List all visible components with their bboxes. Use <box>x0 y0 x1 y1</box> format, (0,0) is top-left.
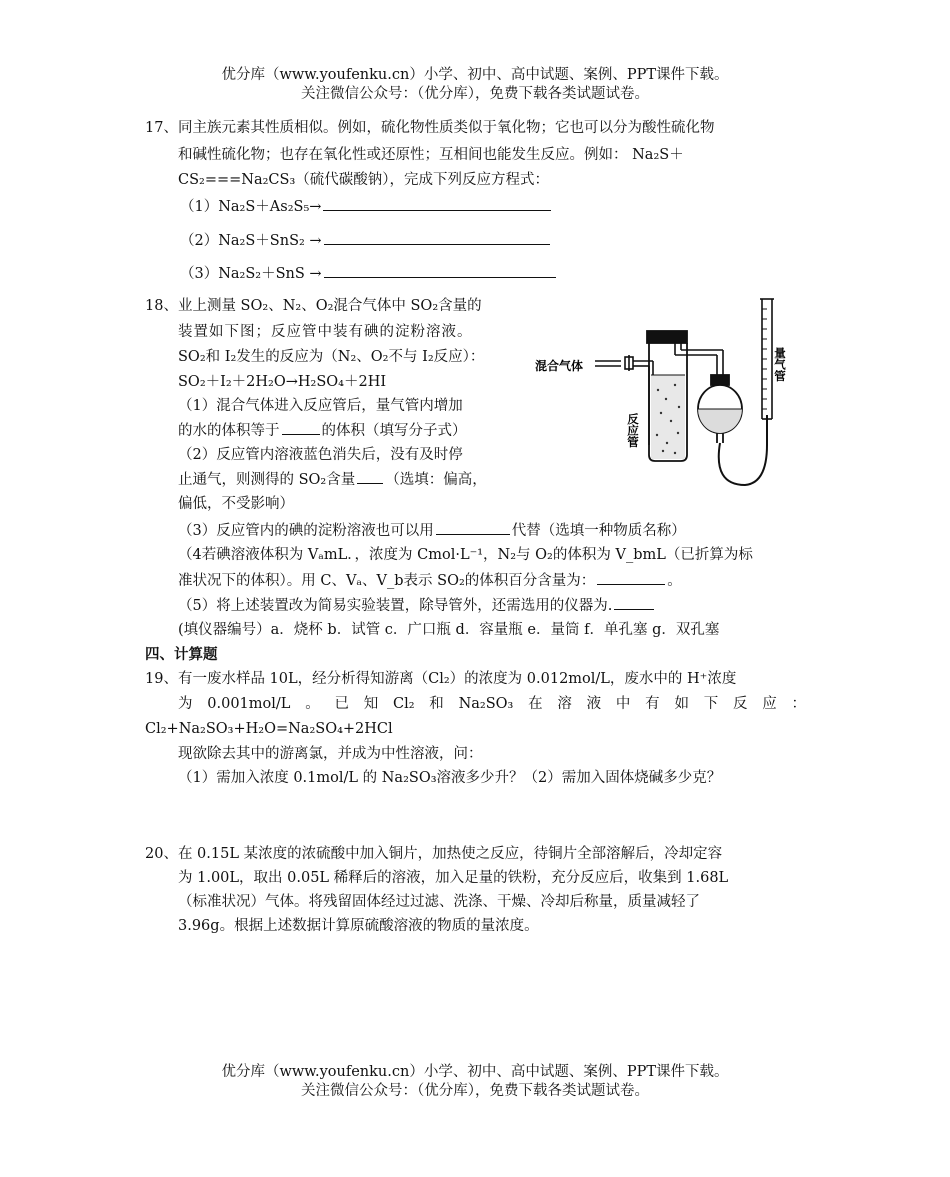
q19-word: Na₂SO₃ <box>458 696 514 712</box>
inlet-pipe <box>595 355 653 445</box>
q19-line-3: Cl₂+Na₂SO₃+H₂O=Na₂SO₄+2HCl <box>145 721 393 737</box>
q19-word: 反 <box>732 696 748 712</box>
q18-line-14: (填仪器编号）a．烧杯 b．试管 c．广口瓶 d．容量瓶 e．量筒 f．单孔塞 g．双孔塞 <box>178 622 720 638</box>
q18-line-4: SO₂＋I₂＋2H₂O→H₂SO₄＋2HI <box>178 374 387 390</box>
q17-line-2-formula: Na₂S＋ <box>632 147 684 163</box>
q19-word: 液 <box>586 696 602 712</box>
q19-word: 如 <box>674 696 689 712</box>
q18-line-12-b: 。 <box>667 573 682 589</box>
page-footer <box>0 1063 950 1101</box>
q19-word: 有 <box>645 696 660 712</box>
q17-item-2-text: （2）Na₂S＋SnS₂ → <box>180 233 322 249</box>
q18-line-8 <box>178 469 487 490</box>
page-header <box>0 66 950 104</box>
q18-line-5: （1）混合气体进入反应管后，量气管内增加 <box>178 398 463 414</box>
q17-item-3-text: （3）Na₂S₂＋SnS → <box>180 266 322 282</box>
q20-line-2: 为 1.00L，取出 0.05L 稀释后的溶液，加入足量的铁粉，充分反应后，收集到 1.68L <box>178 870 729 886</box>
q19-word: Cl₂ <box>392 696 415 712</box>
q18-line-6-a: 的水的体积等于 <box>178 423 280 439</box>
answer-blank[interactable] <box>436 520 510 535</box>
q19-word: 0.001mol/L <box>207 696 291 712</box>
answer-blank[interactable] <box>614 595 654 610</box>
q18-line-6 <box>178 420 467 441</box>
q17-item-2 <box>180 230 552 251</box>
gas-meter-label: 量气管 <box>773 347 787 382</box>
q18-line-1: 18、业上测量 SO₂、N₂、O₂混合气体中 SO₂含量的 <box>145 298 482 314</box>
q19-word: 中 <box>615 696 631 712</box>
q18-line-9: 偏低，不受影响） <box>178 496 294 512</box>
reaction-tube-label: 反应管 <box>626 413 640 448</box>
q19-word: 和 <box>429 696 444 712</box>
answer-blank[interactable] <box>324 230 550 245</box>
q17-line-3: CS₂===Na₂CS₃（硫代碳酸钠），完成下列反应方程式： <box>178 172 550 188</box>
q17-line-2-text: 和碱性硫化物；也存在氧化性或还原性；互相间也能发生反应。例如： <box>178 147 628 163</box>
apparatus-diagram <box>535 295 795 495</box>
q18-line-6-b: 的体积（填写分子式） <box>321 423 467 439</box>
header-line-1: 优分库（www.youfenku.cn）小学、初中、高中试题、案例、PPT课件下载。 <box>221 67 729 83</box>
q18-line-10-b: 代替（选填一种物质名称） <box>511 523 686 539</box>
q17-item-1-text: （1）Na₂S＋As₂S₅→ <box>180 199 322 215</box>
q19-word: 知 <box>363 696 379 712</box>
q18-line-12 <box>178 570 682 591</box>
q17-line-2 <box>178 145 684 165</box>
footer-line-1: 优分库（www.youfenku.cn）小学、初中、高中试题、案例、PPT课件下载。 <box>221 1064 729 1080</box>
gas-label: 混合气体 <box>535 359 584 373</box>
q18-line-13 <box>178 595 656 616</box>
q18-line-8-b: （选填：偏高， <box>385 472 487 488</box>
q19-word: 。 <box>305 696 320 712</box>
q20-line-3: （标准状况）气体。将残留固体经过过滤、洗涤、干燥、冷却后称量，质量减轻了 <box>178 894 700 910</box>
q17-line-1: 17、同主族元素其性质相似。例如，硫化物性质类似于氧化物；它也可以分为酸性硫化物 <box>145 120 715 136</box>
q19-word: ： <box>791 696 806 712</box>
answer-blank[interactable] <box>357 469 383 484</box>
q19-line-4: 现欲除去其中的游离氯，并成为中性溶液，问： <box>178 746 483 762</box>
leveling-bulb <box>698 375 742 443</box>
outlet-pipe <box>675 343 723 375</box>
q18-line-10 <box>178 520 686 541</box>
answer-blank[interactable] <box>597 570 665 585</box>
q19-word: 溶 <box>557 696 572 712</box>
q18-line-3: SO₂和 I₂发生的反应为（N₂、O₂不与 I₂反应）： <box>178 349 485 365</box>
answer-blank[interactable] <box>282 420 320 435</box>
footer-line-2: 关注微信公众号：（优分库），免费下载各类试题试卷。 <box>301 1083 649 1099</box>
q19-word: 已 <box>334 696 349 712</box>
q19-word: 应 <box>762 696 777 712</box>
q17-item-1 <box>180 196 553 217</box>
q20-line-4: 3.96g。根据上述数据计算原硫酸溶液的物质的量浓度。 <box>178 918 539 934</box>
q19-line-1: 19、有一废水样品 10L，经分析得知游离（Cl₂）的浓度为 0.012mol/L，废水中的 H⁺浓度 <box>145 671 737 687</box>
q19-line-5: （1）需加入浓度 0.1mol/L 的 Na₂SO₃溶液多少升？（2）需加入固体烧碱多少克？ <box>178 770 722 786</box>
q18-line-7: （2）反应管内溶液蓝色消失后，没有及时停 <box>178 447 463 463</box>
q18-line-11: （4若碘溶液体积为 VₐmL．，浓度为 Cmol·L⁻¹，N₂与 O₂的体积为 V_bmL（已折算为标 <box>178 547 753 563</box>
q17-item-3 <box>180 263 558 284</box>
section-heading: 四、计算题 <box>145 647 218 663</box>
q18-line-10-a: （3）反应管内的碘的淀粉溶液也可以用 <box>178 523 434 539</box>
header-line-2: 关注微信公众号：（优分库），免费下载各类试题试卷。 <box>301 86 649 102</box>
answer-blank[interactable] <box>324 263 556 278</box>
q19-word: 在 <box>528 696 543 712</box>
q18-line-12-a: 准状况下的体积）。用 C、Vₐ、V_b表示 SO₂的体积百分含量为： <box>178 573 596 589</box>
q19-line-2 <box>178 694 806 714</box>
q18-line-2: 装置如下图；反应管中装有碘的淀粉溶液。 <box>178 324 473 340</box>
q20-line-1: 20、在 0.15L 某浓度的浓硫酸中加入铜片，加热使之反应，待铜片全部溶解后，冷却定容 <box>145 846 723 862</box>
answer-blank[interactable] <box>323 196 551 211</box>
q19-word: 为 <box>178 696 193 712</box>
q18-line-8-a: 止通气，则测得的 SO₂含量 <box>178 472 356 488</box>
q18-line-13-text: （5）将上述装置改为简易实验装置，除导管外，还需选用的仪器为. <box>178 598 613 614</box>
q19-word: 下 <box>703 696 719 712</box>
